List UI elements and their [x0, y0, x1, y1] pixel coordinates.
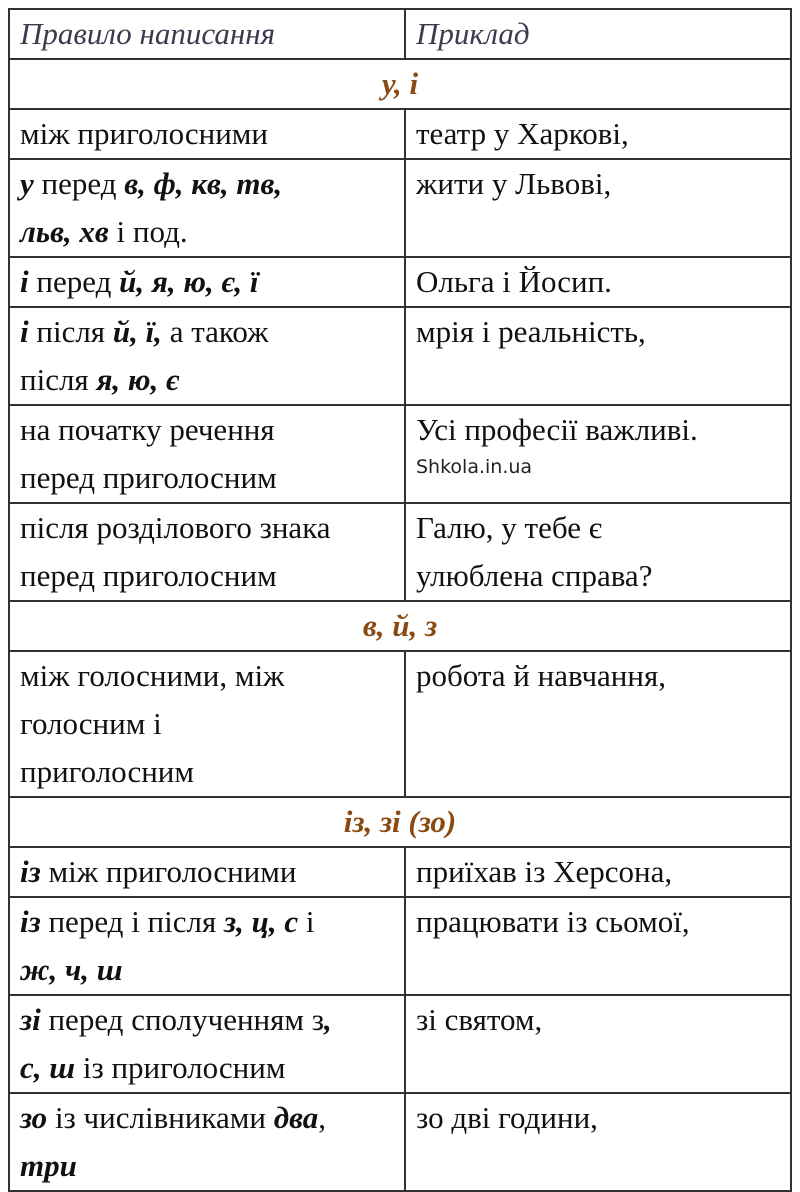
example-text: працювати із сьомої, — [416, 904, 690, 939]
rule-letters: і — [20, 264, 29, 299]
example-cell — [405, 405, 791, 503]
table-row — [9, 847, 791, 897]
section-header-row — [9, 59, 791, 109]
section-title: із, зі (зо) — [9, 797, 791, 847]
watermark-text: Shkola.in.ua — [416, 456, 533, 478]
rule-text: після розділового знака — [20, 510, 331, 545]
example-cell — [405, 995, 791, 1093]
table-header-row — [9, 9, 791, 59]
rule-cell — [9, 651, 405, 797]
rule-letters: льв, хв — [20, 214, 109, 249]
section-title: у, і — [9, 59, 791, 109]
header-example: Приклад — [405, 9, 791, 59]
example-text: зо дві години, — [416, 1100, 598, 1135]
rule-letters: три — [20, 1148, 77, 1183]
example-text: Галю, у тебе є — [416, 510, 603, 545]
rule-text: після — [28, 314, 113, 349]
example-text: Усі професії важливі. — [416, 412, 698, 447]
example-cell — [405, 897, 791, 995]
rule-cell — [9, 503, 405, 601]
rule-cell — [9, 257, 405, 307]
example-text: театр у Харкові, — [416, 116, 629, 151]
rule-text: перед приголосним — [20, 460, 277, 495]
rule-text: і под. — [108, 214, 188, 249]
rule-letters: в, ф, кв, тв, — [124, 166, 283, 201]
example-cell — [405, 257, 791, 307]
rule-letters: з, ц, с — [224, 904, 299, 939]
rule-letters: два — [273, 1100, 319, 1135]
example-text: Ольга і Йосип. — [416, 264, 612, 299]
example-cell — [405, 847, 791, 897]
example-cell — [405, 1093, 791, 1191]
example-cell — [405, 159, 791, 257]
example-text: зі святом, — [416, 1002, 543, 1037]
rule-letters: й, я, ю, є, ї — [119, 264, 259, 299]
header-rule: Правило написання — [9, 9, 405, 59]
rule-text: приголосним — [20, 754, 195, 789]
rule-letters: я, ю, є — [96, 362, 179, 397]
rule-letters: із — [20, 854, 41, 889]
rule-text: із числівниками — [47, 1100, 274, 1135]
table-row — [9, 651, 791, 797]
rule-text: після — [20, 362, 97, 397]
rule-letters: ж, ч, ш — [20, 952, 123, 987]
example-cell — [405, 109, 791, 159]
table-row — [9, 159, 791, 257]
rule-text: між приголосними — [20, 116, 268, 151]
rule-text: а також — [161, 314, 269, 349]
rule-letters: зо — [20, 1100, 48, 1135]
rule-letters: у — [20, 166, 34, 201]
table-row — [9, 405, 791, 503]
table-row — [9, 109, 791, 159]
table-row — [9, 995, 791, 1093]
example-text: приїхав із Херсона, — [416, 854, 673, 889]
rule-text: голосним і — [20, 706, 162, 741]
rule-cell — [9, 847, 405, 897]
rule-cell — [9, 995, 405, 1093]
rule-text: перед і після — [40, 904, 224, 939]
example-cell — [405, 651, 791, 797]
rule-letters: с, ш — [20, 1050, 76, 1085]
example-text: робота й навчання, — [416, 658, 666, 693]
rule-text: на початку речення — [20, 412, 275, 447]
section-header-row — [9, 797, 791, 847]
example-cell — [405, 503, 791, 601]
section-header-row — [9, 601, 791, 651]
table-row — [9, 503, 791, 601]
rule-text: між голосними, між — [20, 658, 285, 693]
example-cell — [405, 307, 791, 405]
example-text: жити у Львові, — [416, 166, 612, 201]
rule-text: перед — [28, 264, 120, 299]
rule-cell — [9, 405, 405, 503]
example-text: мрія і реальність, — [416, 314, 646, 349]
rule-text: перед сполученням з — [40, 1002, 325, 1037]
rule-text: із приголосним — [75, 1050, 286, 1085]
table-row — [9, 257, 791, 307]
rule-cell — [9, 109, 405, 159]
rule-text: перед приголосним — [20, 558, 277, 593]
rule-cell — [9, 307, 405, 405]
rule-cell — [9, 897, 405, 995]
rule-cell — [9, 159, 405, 257]
rule-text: між приголосними — [40, 854, 297, 889]
rule-letters: , — [324, 1002, 332, 1037]
spelling-rules-table — [8, 8, 792, 1192]
rule-letters: зі — [20, 1002, 41, 1037]
rule-cell — [9, 1093, 405, 1191]
table-row — [9, 307, 791, 405]
section-title: в, й, з — [9, 601, 791, 651]
rule-letters: із — [20, 904, 41, 939]
table-row — [9, 897, 791, 995]
rule-letters: й, ї, — [112, 314, 162, 349]
example-text: улюблена справа? — [416, 558, 653, 593]
rule-text: перед — [33, 166, 125, 201]
rule-text: , — [318, 1100, 326, 1135]
rule-text: і — [298, 904, 315, 939]
rule-letters: і — [20, 314, 29, 349]
table-row — [9, 1093, 791, 1191]
